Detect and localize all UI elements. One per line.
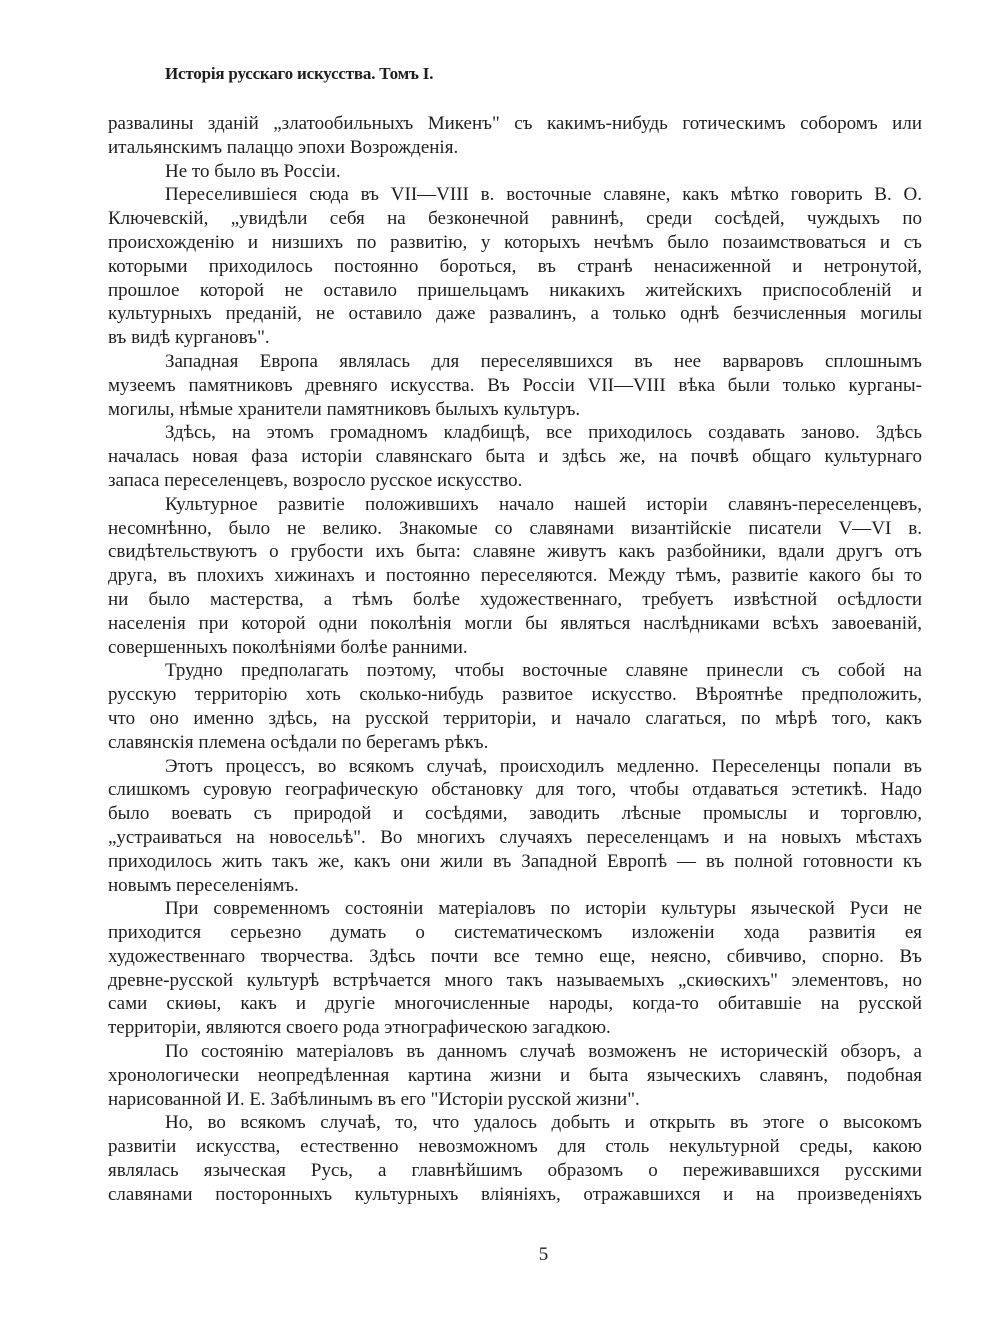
text-line: сами скиѳы, какъ и другіе многочисленные народы, когда-то обитавшіе на русской (108, 993, 922, 1015)
text-line: въ видѣ кургановъ". (108, 327, 270, 349)
text-line: началась новая фаза исторіи славянскаго быта и здѣсь же, на почвѣ общаго культурнаго (108, 446, 922, 468)
text-line: новымъ переселеніямъ. (108, 874, 299, 896)
text-line: ни было мастерства, а тѣмъ болѣе художественнаго, требуетъ извѣстной осѣдлости (108, 588, 922, 610)
text-line: свидѣтельствуютъ о грубости ихъ быта: славяне живутъ какъ разбойники, вдали другъ отъ (108, 541, 922, 563)
text-line: приходится серьезно думать о систематическомъ изложеніи хода развитія ея (108, 922, 922, 944)
text-line: что оно именно здѣсь, на русской территоріи, и начало слагаться, по мѣрѣ того, какъ (108, 707, 922, 729)
text-line: Но, во всякомъ случаѣ, то, что удалось добыть и открыть въ этоге о высокомъ (165, 1112, 922, 1134)
text-line: являлась языческая Русь, а главнѣйшимъ образомъ о переживавшихся русскими (108, 1160, 922, 1182)
text-line: Не то было въ Россіи. (165, 160, 341, 182)
paragraph (108, 493, 922, 660)
paragraph (108, 421, 922, 492)
text-line: славянами посторонныхъ культурныхъ вліяніяхъ, отражавшихся и на произведеніяхъ (108, 1183, 922, 1205)
paragraph (108, 659, 922, 754)
text-line: территоріи, являются своего рода этнографическою загадкою. (108, 1017, 611, 1039)
text-line: приходилось жить такъ же, какъ они жили въ Западной Европѣ — въ полной готовности къ (108, 850, 922, 872)
text-line: Ключевскій, „увидѣли себя на безконечной равнинѣ, среди сосѣдей, чуждыхъ по (108, 208, 922, 230)
text-line: которыми приходилось постоянно бороться, въ странѣ ненасиженной и нетронутой, (108, 255, 922, 277)
text-line: развитіи искусства, естественно невозможномъ для столь некультурной среды, какою (108, 1136, 922, 1158)
text-line: древне-русской культурѣ встрѣчается много такъ называемыхъ „скиѳскихъ" элементовъ, но (108, 969, 922, 991)
text-line: По состоянію матеріаловъ въ данномъ случаѣ возможенъ не историческій обзоръ, а (165, 1041, 922, 1063)
text-line: нарисованной И. Е. Забѣлинымъ въ его "Исторіи русской жизни". (108, 1088, 640, 1110)
text-line: художественнаго творчества. Здѣсь почти все темно еще, неясно, сбивчиво, спорно. Въ (108, 945, 922, 967)
paragraph (108, 112, 922, 160)
text-line: друга, въ плохихъ хижинахъ и постоянно переселяются. Между тѣмъ, развитіе какого бы то (108, 565, 922, 587)
paragraph (108, 350, 922, 421)
text-line: совершенныхъ поколѣніями болѣе ранними. (108, 636, 468, 658)
text-line: „устраиваться на новосельѣ". Во многихъ случаяхъ переселенцамъ и на новыхъ мѣстахъ (108, 826, 922, 848)
paragraph (108, 1111, 922, 1206)
text-line: было воевать съ природой и сосѣдями, заводить лѣсные промыслы и торговлю, (108, 803, 922, 825)
text-line: культурныхъ преданій, не оставило даже развалинъ, а только однѣ безчисленныя могилы (108, 303, 922, 325)
text-line: прошлое которой не оставило пришельцамъ никакихъ житейскихъ приспособленій и (108, 279, 922, 301)
text-line: слишкомъ суровую географическую обстановку для того, чтобы отдаваться эстетикѣ. Надо (108, 779, 922, 801)
text-line: могилы, нѣмые хранители памятниковъ былыхъ культуръ. (108, 398, 581, 420)
text-line: развалины зданій „златообильныхъ Микенъ" съ какимъ-нибудь готическимъ соборомъ или (108, 113, 922, 134)
text-line: Этотъ процессъ, во всякомъ случаѣ, происходилъ медленно. Переселенцы попали въ (165, 755, 922, 777)
text-line: Переселившіеся сюда въ VII—VIII в. восточные славяне, какъ мѣтко говорить В. О. (165, 184, 922, 206)
paragraph (108, 1040, 922, 1111)
text-line: Культурное развитіе положившихъ начало нашей исторіи славянъ-переселенцевъ, (165, 493, 922, 515)
text-line: славянскія племена осѣдали по берегамъ рѣкъ. (108, 731, 489, 753)
paragraph (108, 897, 922, 1040)
text-line: При современномъ состояніи матеріаловъ по исторіи культуры языческой Руси не (165, 898, 922, 920)
paragraph (108, 160, 922, 184)
text-line: Трудно предполагать поэтому, чтобы восточные славяне принесли съ собой на (165, 660, 922, 682)
text-line: хронологически неопредѣленная картина жизни и быта языческихъ славянъ, подобная (108, 1064, 922, 1086)
paragraph (108, 755, 922, 898)
text-line: итальянскимъ палаццо эпохи Возрожденія. (108, 136, 459, 158)
running-header-title: Исторія русскаго искусства. Томъ I. (165, 64, 434, 83)
text-line: музеемъ памятниковъ древняго искусства. Въ Россіи VII—VIII вѣка были только курганы- (108, 374, 922, 396)
text-line: населенія при которой одни поколѣнія могли бы являться наслѣдниками всѣхъ завоеваній, (108, 612, 922, 634)
text-line: несомнѣнно, было не велико. Знакомые со славянами византійскіе писатели V—VI в. (108, 517, 922, 539)
paragraph (108, 183, 922, 350)
text-line: Здѣсь, на этомъ громадномъ кладбищѣ, все приходилось создавать заново. Здѣсь (165, 422, 922, 444)
page-number: 5 (538, 1244, 549, 1265)
text-line: Западная Европа являлась для переселявшихся въ нее варваровъ сплошнымъ (165, 350, 922, 372)
text-line: происхожденію и низшихъ по развитію, у которыхъ нечѣмъ было позаимствоваться и съ (108, 231, 922, 253)
text-line: русскую территорію хоть сколько-нибудь развитое искусство. Вѣроятнѣе предположить, (108, 684, 922, 706)
text-line: запаса переселенцевъ, возросло русское искусство. (108, 469, 523, 491)
body-text (108, 112, 922, 1207)
